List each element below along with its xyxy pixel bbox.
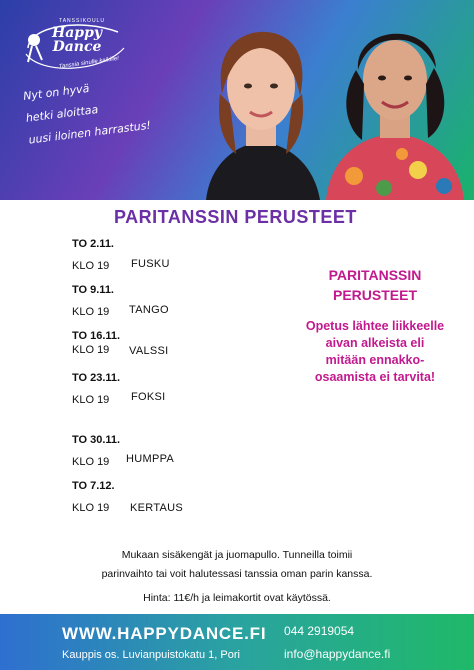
schedule-time: KLO 19 [72, 260, 110, 272]
logo-tagline: Tanssia sinulle kaikille! [58, 55, 120, 71]
schedule-date: TO 7.12. [72, 480, 115, 492]
address-text: Kauppis os. Luvianpuistokatu 1, Pori [62, 649, 240, 661]
schedule-time: KLO 19 [72, 502, 110, 514]
page-title: PARITANSSIN PERUSTEET [114, 207, 357, 227]
schedule-date: TO 30.11. [72, 434, 121, 446]
instructor-photo-left [196, 14, 326, 200]
schedule-date: TO 16.11. [72, 330, 121, 342]
schedule-time: KLO 19 [72, 344, 110, 356]
footer-bar [0, 614, 474, 670]
hero-banner [0, 0, 474, 200]
schedule-dance: KERTAUS [130, 502, 184, 514]
price-info: Hinta: 11€/h ja leimakortit ovat käytössä. [143, 592, 331, 604]
schedule-dance: FOKSI [131, 391, 166, 403]
instructor-photo-right [318, 10, 468, 200]
happy-dance-logo [20, 18, 128, 76]
schedule-time: KLO 19 [72, 394, 110, 406]
schedule-dance: VALSSI [129, 345, 169, 357]
schedule-date: TO 2.11. [72, 238, 114, 250]
schedule-date: TO 23.11. [72, 372, 121, 384]
schedule-time: KLO 19 [72, 456, 110, 468]
side-description: Opetus lähtee liikkeelle aivan alkeista eli mitään ennakko- osaamista ei tarvita! [305, 319, 445, 384]
email-link[interactable]: info@happydance.fi [284, 647, 391, 661]
website-link[interactable]: WWW.HAPPYDANCE.FI [62, 624, 267, 643]
schedule-dance: FUSKU [131, 258, 170, 270]
slogan: Nyt on hyvä hetki aloittaa uusi iloinen harrastus! [22, 81, 152, 147]
logo-small-text: TANSSIKOULU [59, 18, 105, 24]
phone-number[interactable]: 044 2919054 [284, 624, 355, 638]
logo-name: Happy Dance [51, 25, 102, 55]
schedule-dance: TANGO [129, 304, 169, 316]
equipment-note: Mukaan sisäkengät ja juomapullo. Tunneilla toimii parinvaihto tai voit halutessasi tanssia oman parin kanssa. [101, 549, 373, 580]
schedule-time: KLO 19 [72, 306, 110, 318]
schedule-dance: HUMPPA [126, 453, 175, 465]
schedule-date: TO 9.11. [72, 284, 114, 296]
side-heading: PARITANSSIN PERUSTEET [328, 267, 422, 303]
